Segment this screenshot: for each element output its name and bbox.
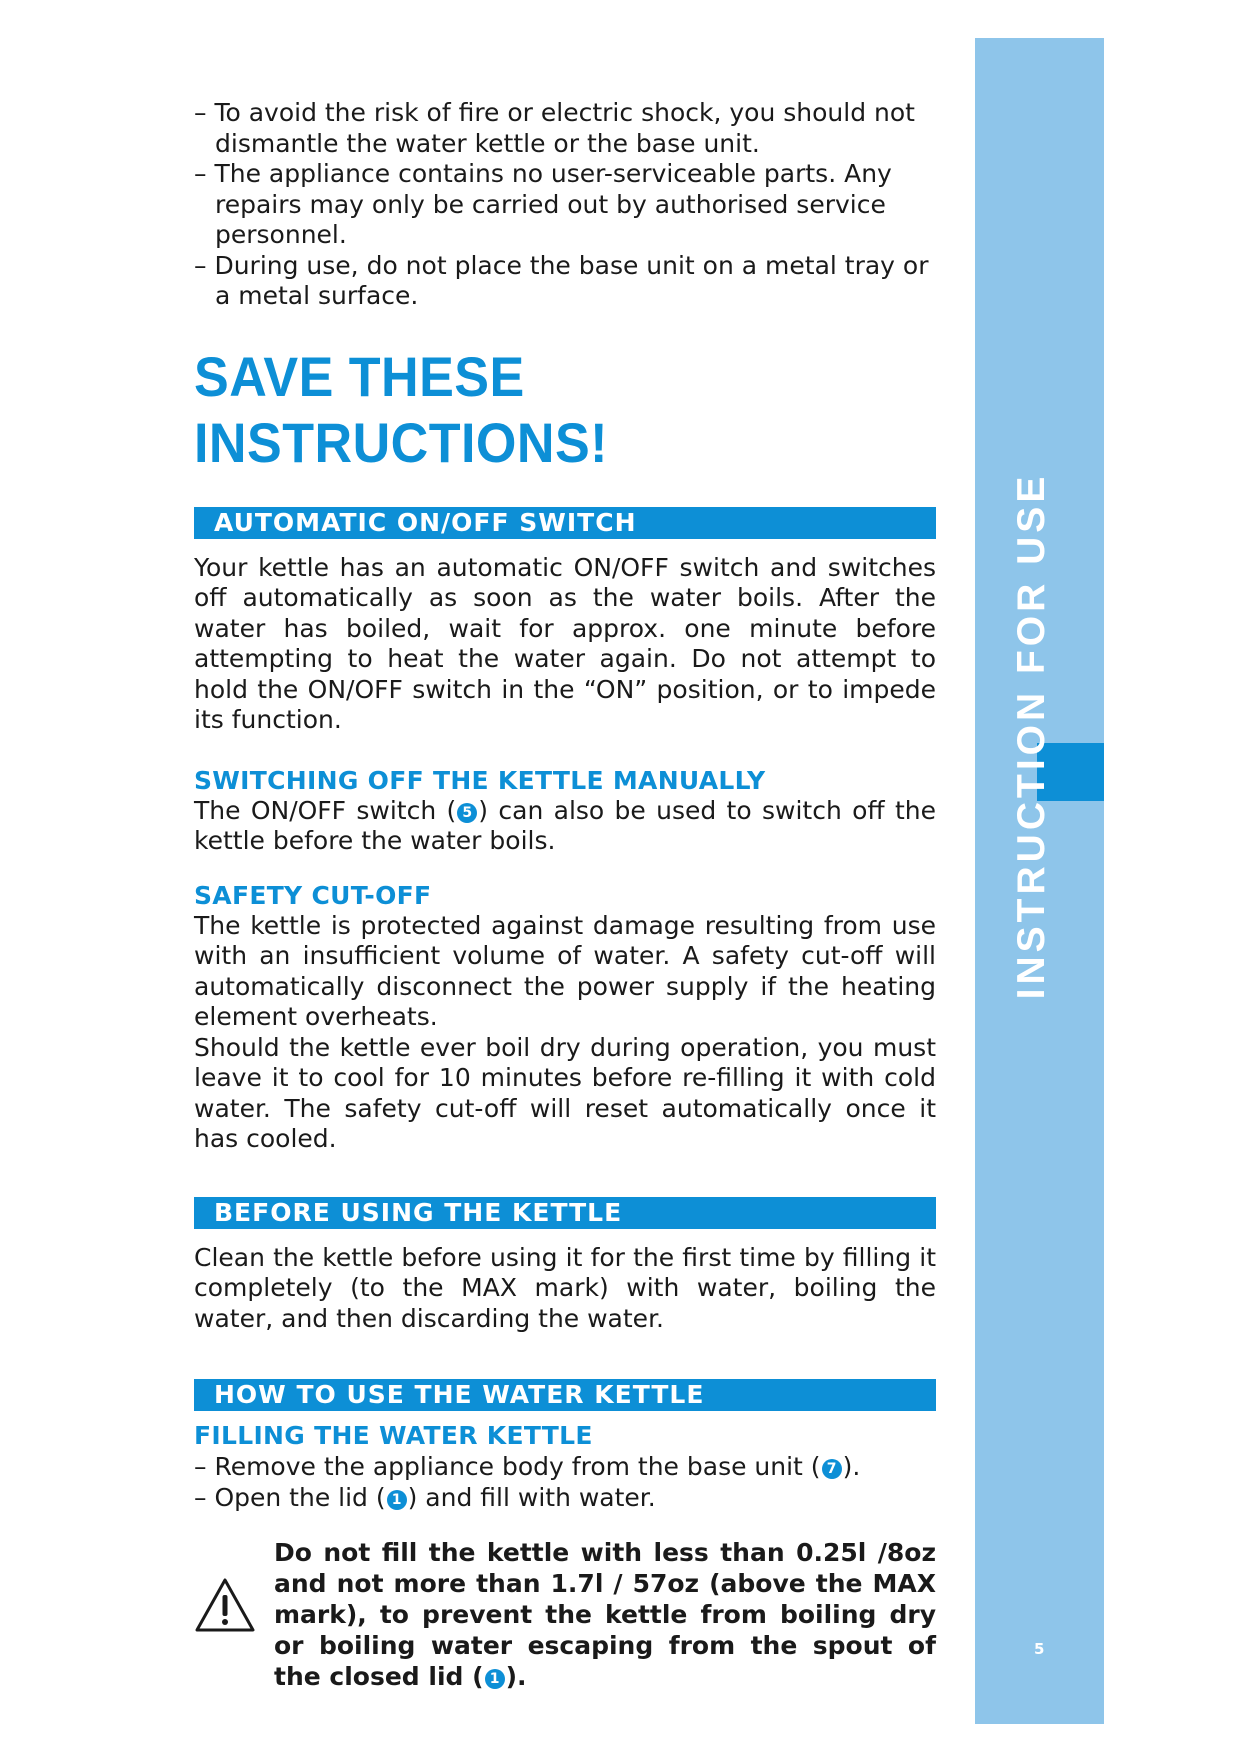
text-fragment: ) can also be used to switch off the kettle before the water boils. <box>194 795 937 855</box>
text-fragment: ). <box>505 1662 527 1691</box>
section-heading-how-to-use: HOW TO USE THE WATER KETTLE <box>194 1379 936 1411</box>
filling-heading: FILLING THE WATER KETTLE <box>194 1421 593 1450</box>
reference-number-badge: 5 <box>457 803 477 823</box>
safety-text-2: Should the kettle ever boil dry during operation, you must leave it to cool for 10 minutes before re-filling it with cold water. The safety cut-off will reset automatically once it has cooled. <box>194 1032 936 1153</box>
list-item <box>194 1482 936 1513</box>
reference-number-badge: 1 <box>387 1490 407 1510</box>
warning-icon <box>194 1577 256 1633</box>
list-item: – During use, do not place the base unit on a metal tray or a metal surface. <box>194 250 929 310</box>
reference-number-badge: 1 <box>485 1669 505 1689</box>
page-content <box>194 98 936 1692</box>
auto-switch-text: Your kettle has an automatic ON/OFF switch and switches off automatically as soon as the water boils. After the water has boiled, wait for approx. one minute before attempting to heat the water again. Do not attempt to hold the ON/OFF switch in the “ON” position, or to impede its function. <box>194 552 936 734</box>
section-heading-auto-switch: AUTOMATIC ON/OFF SWITCH <box>194 507 936 539</box>
warning-block <box>194 1537 936 1692</box>
filling-steps <box>194 1451 936 1513</box>
text-fragment: – Open the lid ( <box>194 1483 386 1512</box>
page-number: 5 <box>1034 1640 1045 1658</box>
list-item <box>194 1451 936 1482</box>
section-heading-before-use: BEFORE USING THE KETTLE <box>194 1197 936 1229</box>
text-fragment: The ON/OFF switch ( <box>194 795 457 825</box>
text-fragment: – Remove the appliance body from the base unit ( <box>194 1452 821 1481</box>
manual-off-heading: SWITCHING OFF THE KETTLE MANUALLY <box>194 765 766 795</box>
warning-text <box>274 1537 936 1692</box>
text-fragment: ). <box>842 1452 861 1481</box>
before-use-text: Clean the kettle before using it for the first time by filling it completely (to the MAX mark) with water, boiling the water, and then discarding the water. <box>194 1242 936 1333</box>
intro-bullets <box>194 98 936 312</box>
safety-text-1: The kettle is protected against damage resulting from use with an insufficient volume of water. A safety cut-off will automatically disconnect the power supply if the heating element overheats. <box>194 910 936 1031</box>
sidebar-label: INSTRUCTION FOR USE <box>1010 472 1053 1000</box>
page-title: SAVE THESE INSTRUCTIONS! <box>194 344 608 474</box>
safety-heading: SAFETY CUT-OFF <box>194 880 432 910</box>
manual-off-text <box>194 796 936 857</box>
text-fragment: ) and fill with water. <box>407 1483 656 1512</box>
reference-number-badge: 7 <box>822 1459 842 1479</box>
list-item: – To avoid the risk of fire or electric shock, you should not dismantle the water kettle or the base unit. <box>194 98 915 158</box>
text-fragment: Do not fill the kettle with less than 0.25l /8oz and not more than 1.7l / 57oz (above the MAX mark), to prevent the kettle from boiling dry or boiling water escaping from the spout of the closed lid ( <box>274 1538 936 1691</box>
list-item: – The appliance contains no user-serviceable parts. Any repairs may only be carried out by authorised service personnel. <box>194 159 892 249</box>
